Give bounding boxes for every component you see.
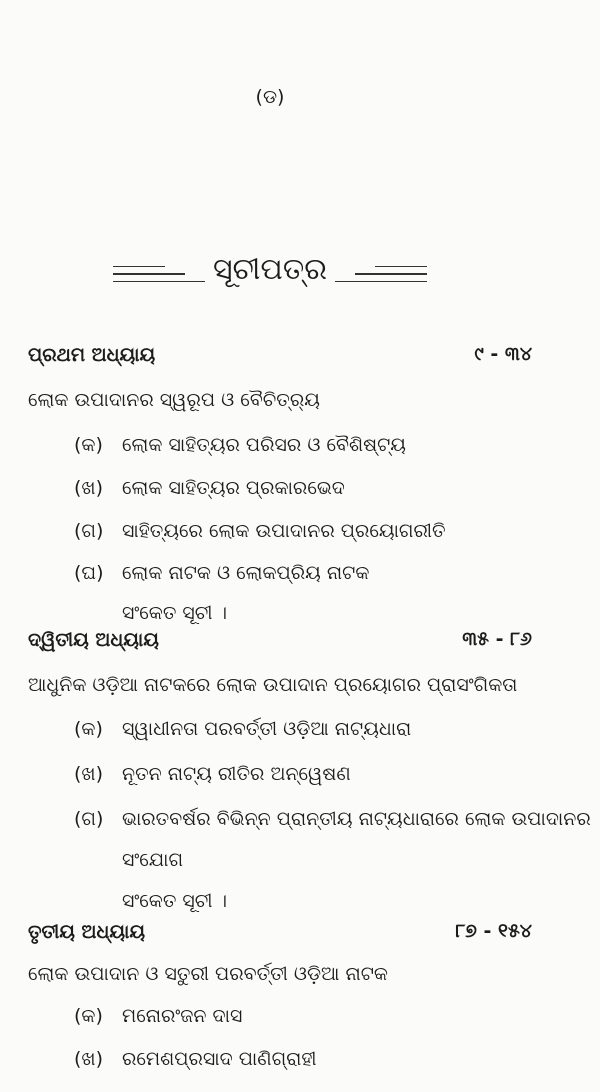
toc-item-continuation: ସଂଯୋଗ — [122, 849, 184, 871]
chapter-heading: ପ୍ରଥମ ଅଧ୍ୟାୟ — [28, 344, 156, 366]
item-label: (ଗ) — [74, 808, 104, 830]
item-label: (ଗ) — [74, 520, 104, 542]
toc-item: ମନୋରଂଜନ ଦାସ — [122, 1005, 243, 1027]
item-label: (କ) — [74, 1005, 103, 1027]
toc-title: ସୂଚୀପତ୍ର — [213, 252, 327, 287]
item-label: (ଘ) — [74, 562, 104, 584]
item-label: (ଖ) — [74, 477, 104, 499]
right-decorative-rules — [335, 266, 427, 291]
toc-title-block — [0, 250, 540, 290]
chapter-page-range: ୩୫ - ୮୬ — [462, 628, 532, 650]
chapter-subtitle: ଆଧୁନିକ ଓଡ଼ିଆ ନାଟକରେ ଲୋକ ଉପାଦାନ ପ୍ରୟୋଗର ପ୍ରାସଂଗିକତା — [28, 674, 518, 696]
item-label: (କ) — [74, 718, 103, 740]
toc-item: ରମେଶପ୍ରସାଦ ପାଣିଗ୍ରାହୀ — [122, 1048, 317, 1070]
reference-list-entry: ସଂକେତ ସୂଚୀ । — [122, 602, 228, 624]
reference-list-entry: ସଂକେତ ସୂଚୀ । — [122, 890, 228, 912]
chapter-subtitle: ଲୋକ ଉପାଦାନର ସ୍ୱରୂପ ଓ ବୈଚିତ୍ର୍ୟ — [28, 389, 320, 411]
chapter-page-range: ୮୭ - ୧୫୪ — [455, 920, 532, 942]
chapter-heading: ଦ୍ୱିତୀୟ ଅଧ୍ୟାୟ — [28, 629, 159, 651]
chapter-page-range: ୯ - ୩୪ — [474, 343, 532, 365]
chapter-subtitle: ଲୋକ ଉପାଦାନ ଓ ସତୁରୀ ପରବର୍ତ୍ତୀ ଓଡ଼ିଆ ନାଟକ — [28, 963, 388, 985]
toc-item: ସାହିତ୍ୟରେ ଲୋକ ଉପାଦାନର ପ୍ରୟୋଗରୀତି — [122, 520, 446, 542]
toc-item: ଲୋକ ନାଟକ ଓ ଲୋକପ୍ରିୟ ନାଟକ — [122, 562, 370, 584]
page-number: (ଡ) — [255, 86, 285, 108]
item-label: (କ) — [74, 434, 103, 456]
item-label: (ଖ) — [74, 763, 104, 785]
toc-item: ସ୍ୱାଧୀନତା ପରବର୍ତ୍ତୀ ଓଡ଼ିଆ ନାଟ୍ୟଧାରା — [122, 718, 412, 740]
item-label: (ଖ) — [74, 1048, 104, 1070]
left-decorative-rules — [113, 266, 205, 291]
toc-item: ଲୋକ ସାହିତ୍ୟର ପରିସର ଓ ବୈଶିଷ୍ଟ୍ୟ — [122, 434, 406, 456]
toc-item: ଲୋକ ସାହିତ୍ୟର ପ୍ରକାରଭେଦ — [122, 477, 345, 499]
toc-item: ନୂତନ ନାଟ୍ୟ ରୀତିର ଅନ୍ୱେଷଣ — [122, 763, 351, 785]
chapter-heading: ତୃତୀୟ ଅଧ୍ୟାୟ — [28, 921, 146, 943]
toc-item: ଭାରତବର୍ଷର ବିଭିନ୍ନ ପ୍ରାନ୍ତୀୟ ନାଟ୍ୟଧାରାରେ ଲୋକ ଉପାଦାନର — [122, 808, 591, 830]
